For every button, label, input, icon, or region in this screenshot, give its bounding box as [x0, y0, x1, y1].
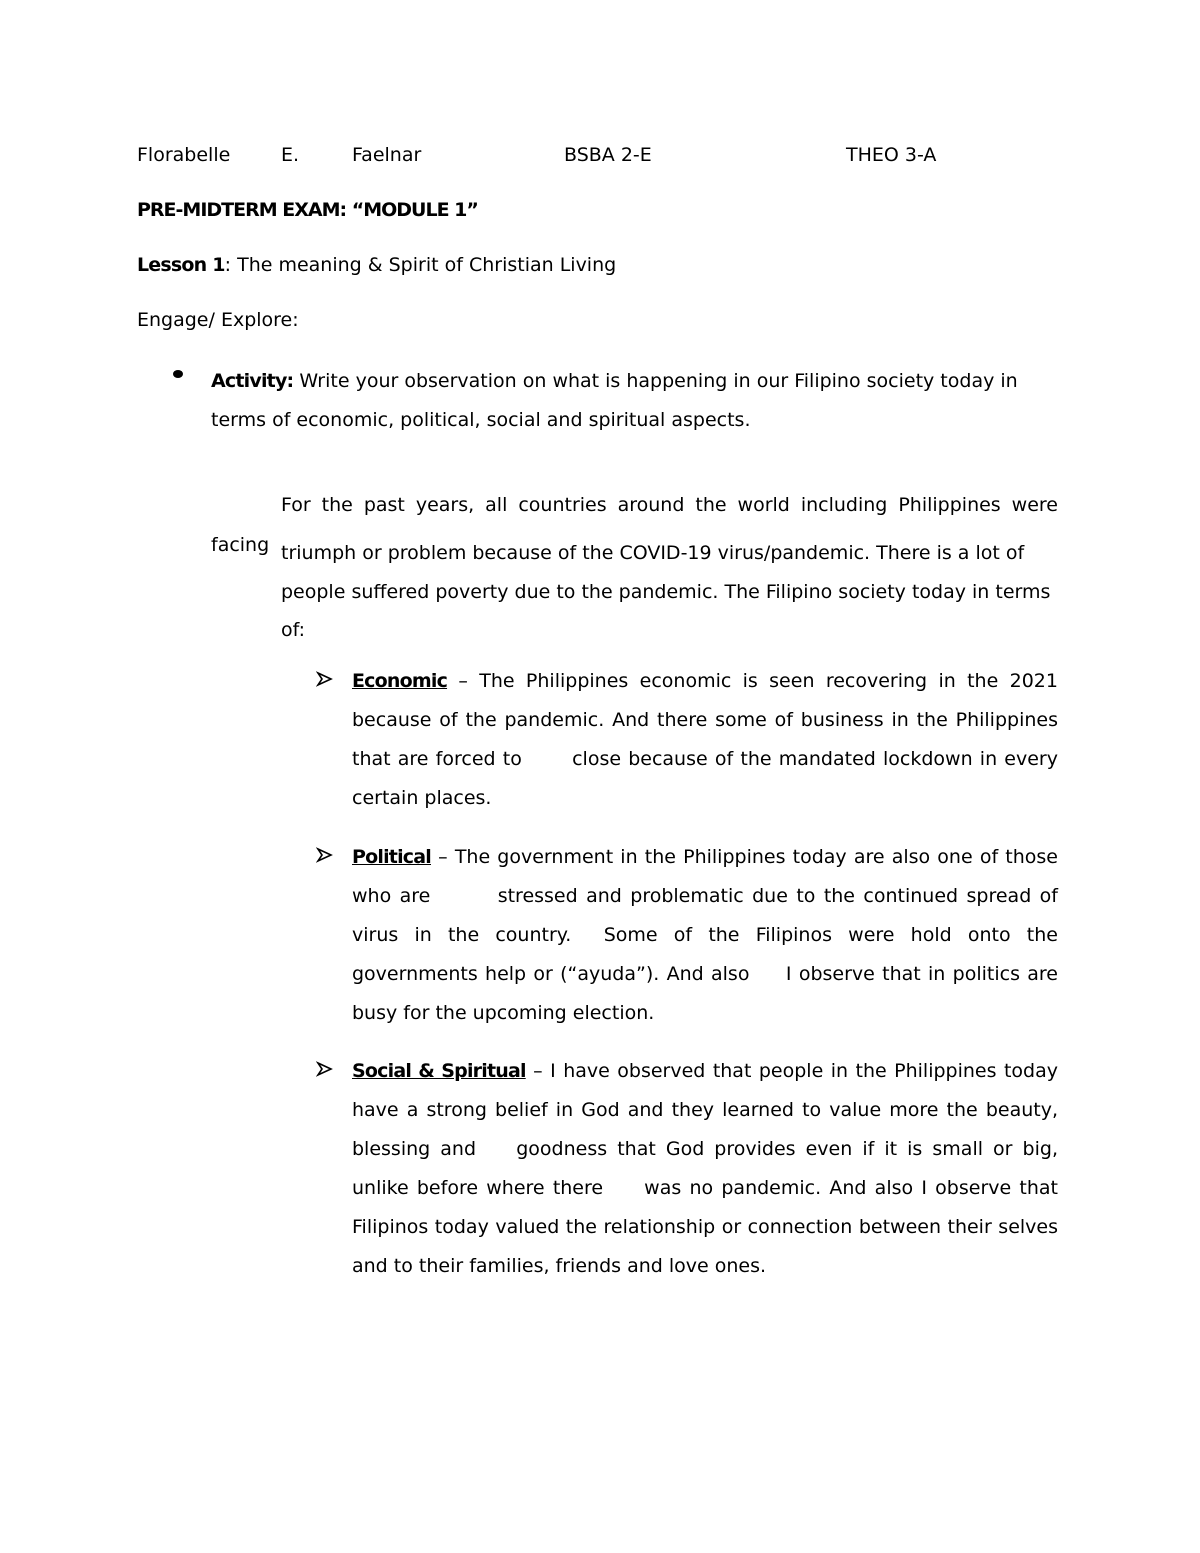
aspect-political-label: Political: [352, 846, 431, 868]
last-name: Faelnar: [352, 144, 422, 166]
intro-rest: triumph or problem because of the COVID-19 virus/pandemic. There is a lot of people suffered poverty due to the pandemic. The Filipino society today in terms of:: [281, 542, 1051, 641]
aspect-economic: [352, 662, 1065, 818]
aspect-social-spiritual-label: Social & Spiritual: [352, 1060, 526, 1082]
arrowhead-icon-svg: [316, 1060, 334, 1078]
middle-initial: E.: [281, 144, 300, 166]
lesson-text: : The meaning & Spirit of Christian Living: [224, 254, 617, 276]
aspect-political-text: – The government in the Philippines today are also one of those who are stressed and problematic due to the continued spread of virus in the country. Some of the Filipinos were hold onto the governments help or (“ayuda”). And also I observe that in politics are busy for the upcoming election.: [352, 846, 1065, 1024]
lesson-label: Lesson 1: [137, 254, 225, 276]
document-title: PRE-MIDTERM EXAM: “MODULE 1”: [137, 199, 478, 221]
engage-label: Engage/ Explore:: [137, 309, 299, 331]
subject: THEO 3-A: [846, 144, 937, 166]
course: BSBA 2-E: [564, 144, 652, 166]
first-name: Florabelle: [137, 144, 231, 166]
activity-label: Activity:: [211, 370, 294, 392]
aspect-economic-text: – The Philippines economic is seen recovering in the 2021 because of the pandemic. And there some of business in the Philippines that are forced to close because of the mandated lockdown in every certain places.: [352, 670, 1065, 809]
lesson-line: [137, 254, 616, 276]
intro-facing: facing: [211, 534, 270, 556]
activity-text: Write your observation on what is happening in our Filipino society today in terms of economic, political, social and spiritual aspects.: [211, 370, 1018, 431]
arrowhead-icon: [316, 846, 334, 869]
aspect-economic-label: Economic: [352, 670, 448, 692]
aspect-social-spiritual-text: – I have observed that people in the Philippines today have a strong belief in God and they learned to value more the beauty, blessing and goodness that God provides even if it is small or big, unlike before where there was no pandemic. And also I observe that Filipinos today valued the relationship or connection between their selves and to their families, friends and love ones.: [352, 1060, 1065, 1277]
aspect-social-spiritual: [352, 1052, 1065, 1286]
aspect-political: [352, 838, 1065, 1033]
header-line: [0, 144, 1200, 174]
intro-first-line: For the past years, all countries around the world including Philippines were: [281, 494, 1058, 516]
arrowhead-icon-svg: [316, 846, 334, 864]
arrowhead-icon: [316, 670, 334, 693]
bullet-icon: [173, 370, 183, 378]
arrowhead-icon-svg: [316, 670, 334, 688]
arrowhead-icon: [316, 1060, 334, 1083]
activity-item: [211, 362, 1061, 440]
